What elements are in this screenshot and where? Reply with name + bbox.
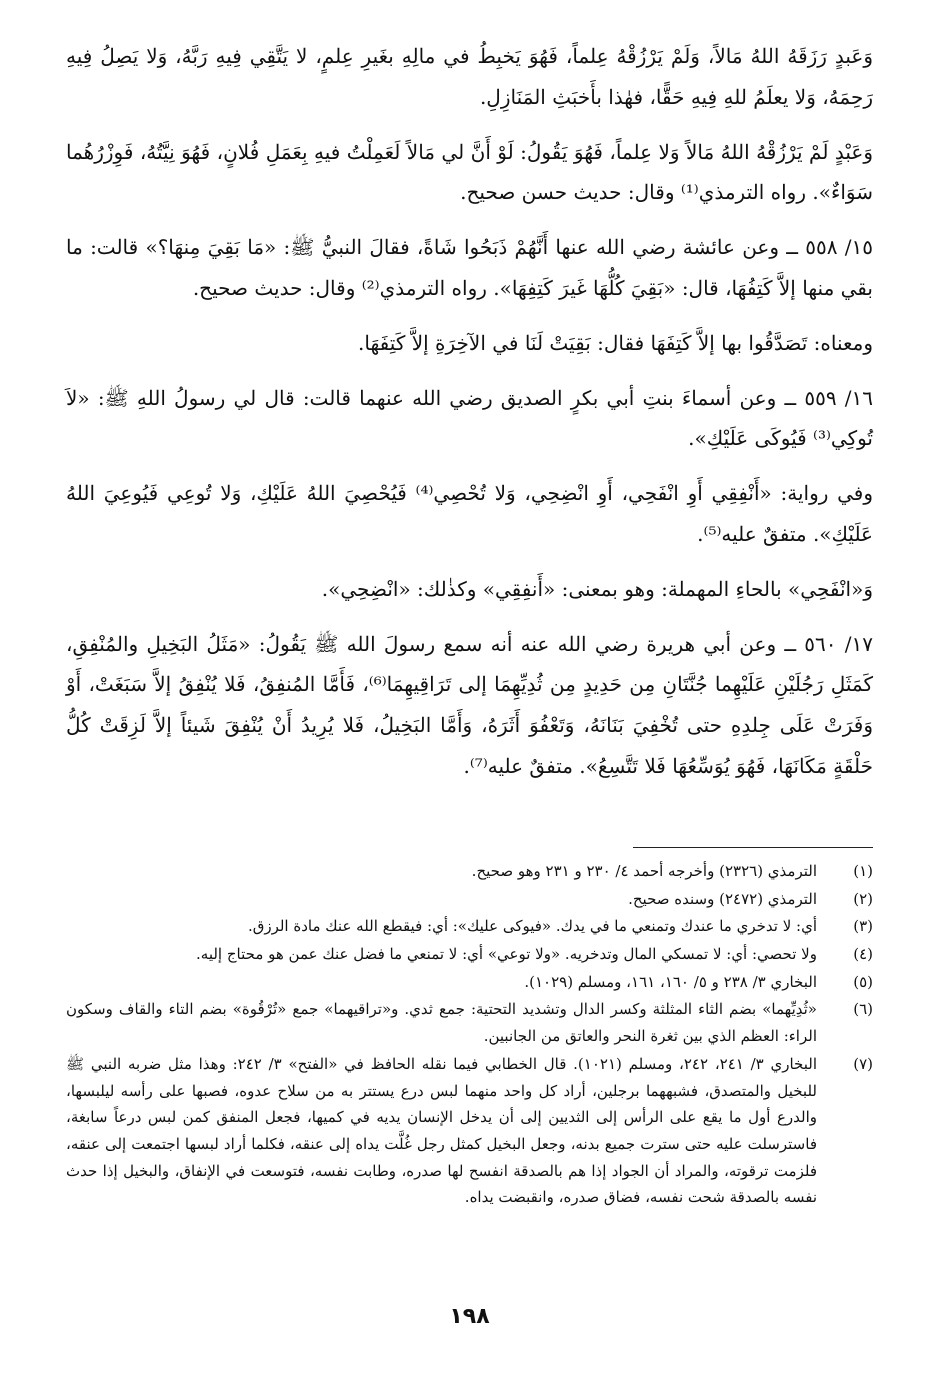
- page-number: ١٩٨: [449, 1304, 490, 1329]
- paragraph-hadith-559-variant: وفي رواية: «أَنْفِقِي أَوِ انْفَحِي، أَوِ انْضِحِي، وَلا تُحْصِي⁽⁴⁾ فَيُحْصِيَ اللهُ عَلَيْكِ، وَلا تُوعِي فَيُوعِيَ اللهُ عَلَيْكِ». متفقٌ عليه⁽⁵⁾.: [66, 481, 873, 546]
- footnote: [66, 996, 873, 1049]
- footnote-number: (٦): [853, 1000, 873, 1019]
- paragraph-hadith-continuation-1: وَعَبدٍ رَزَقَهُ اللهُ مَالاً، وَلَمْ يَرْزُقْهُ عِلماً، فَهُوَ يَخبِطُ في مالِهِ بغَيرِ عِلمٍ، لا يَتَّقِي فِيهِ رَبَّهُ، وَلا يَصِلُ فِيهِ رَحِمَهُ، وَلا يعلَمُ للهِ فِيهِ حَقًّا، فهٰذا بأَخبَثِ المَنَازِلِ.: [66, 44, 873, 109]
- footnote-number: (١): [853, 862, 873, 880]
- footnotes: [66, 858, 873, 1212]
- main-text: [66, 36, 873, 787]
- footnote-text: البخاري ٣/ ٢٣٨ و ٥/ ١٦٠، ١٦١، ومسلم (١٠٢٩).: [524, 972, 817, 991]
- footnote: [66, 858, 873, 885]
- footnote-number: (٤): [853, 945, 873, 964]
- footnote-number: (٧): [853, 1054, 873, 1073]
- footnote: [66, 886, 873, 913]
- paragraph-hadith-560: ١٧/ ٥٦٠ ــ وعن أبي هريرة رضي الله عنه أنه سمع رسولَ الله ﷺ يَقُولُ: «مَثَلُ البَخِيلِ والمُنْفِقِ، كَمَثَلِ رَجُلَيْنِ عَلَيْهِما جُنَّتَانِ مِن حَدِيدٍ مِن ثُدِيِّهِمَا إلى تَرَاقِيهِمَا⁽⁶⁾، فَأَمَّا المُنفِقُ، فَلا يُنْفِقُ إلاَّ سَبَغَتْ، أَوْ وَفَرَتْ عَلَى جِلدِهِ حتى تُخْفِيَ بَنَانَهُ، وَتَعْفُوَ أَثَرَهُ، وَأَمَّا البَخِيلُ، فَلا يُرِيدُ أَنْ يُنْفِقَ شَيئاً إلاَّ لَزِقَتْ كُلُّ حَلْقَةٍ مَكَانَهَا، فَهُوَ يُوَسِّعُهَا فَلا تَتَّسِعُ». متفقٌ عليه⁽⁷⁾.: [66, 631, 874, 778]
- footnote-divider: [633, 847, 873, 848]
- footnote-text: أي: لا تدخري ما عندك وتمنعي ما في يدك. «فيوكى عليك»: أي: فيقطع الله عنك مادة الرزق.: [247, 917, 817, 936]
- paragraph-hadith-558: ١٥/ ٥٥٨ ــ وعن عائشة رضي الله عنها أَنَّهُمْ ذَبَحُوا شَاةً، فقالَ النبيُّ ﷺ: «مَا بَقِيَ مِنهَا؟» قالت: ما بقي منها إلاَّ كَتِفُهَا، قال: «بَقِيَ كُلُّهَا غَيرَ كَتِفِهَا». رواه الترمذي⁽²⁾ وقال: حديث صحيح.: [66, 235, 873, 300]
- footnote-number: (٥): [853, 972, 873, 991]
- footnote-number: (٣): [853, 917, 873, 936]
- footnote-text: ولا تحصي: أي: لا تمسكي المال وتدخريه. «ولا توعي» أي: لا تمنعي ما فضل عنك عمن هو محتاج إليه.: [196, 945, 817, 964]
- paragraph-hadith-continuation-2: وَعَبْدٍ لَمْ يَرْزُقْهُ اللهُ مَالاً وَلا عِلماً، فَهُوَ يَقُولُ: لَوْ أَنَّ لي مَالاً لَعَمِلْتُ فيهِ بِعَمَلِ فُلانٍ، فَهُوَ نِيَّتُهُ، فَوِزْرُهُما سَوَاءٌ». رواه الترمذي⁽¹⁾ وقال: حديث حسن صحيح.: [66, 139, 874, 205]
- footnote-text: «ثُدِيِّهما» بضم الثاء المثلثة وكسر الدال وتشديد التحتية: جمع ثدي. و«تراقيهما» جمع «تُرْقُوة» بضم التاء والقاف وسكون الراء: العظم الذي بين ثغرة النحر والعاتق من الجانبين.: [66, 1000, 817, 1046]
- paragraph-hadith-559: ١٦/ ٥٥٩ ــ وعن أسماءَ بنتِ أبي بكرٍ الصديق رضي الله عنهما قالت: قال لي رسولُ اللهِ ﷺ: «لاَ تُوكِي⁽³⁾ فَيُوكَى عَلَيْكِ».: [66, 385, 873, 451]
- footnote-number: (٢): [853, 889, 873, 908]
- paragraph-hadith-559-explanation: وَ«انْفَحِي» بالحاءِ المهملة: وهو بمعنى: «أَنفِقِي» وكذٰلك: «انْضِحِي».: [321, 576, 873, 601]
- footnote-text: الترمذي (٢٣٢٦) وأخرجه أحمد ٤/ ٢٣٠ و ٢٣١ وهو صحيح.: [471, 862, 817, 880]
- footnote-text: البخاري ٣/ ٢٤١، ٢٤٢، ومسلم (١٠٢١). قال الخطابي فيما نقله الحافظ في «الفتح» ٣/ ٢٤٢: وهذا مثل ضربه النبي ﷺ للبخيل والمتصدق، فشبههما برجلين، أراد كل واحد منهما لبس درع يستتر به من سلاح عدوه، فصبها على رأسه ليلبسها، والدرع أول ما يقع على الرأس إلى الثديين إلى أن يدخل الإنسان يديه في كميها، فجعل المنفق كمن لبس درعاً سابغة، فاسترسلت عليه حتى سترت جميع بدنه، وجعل البخيل كمثل رجل غُلَّت يداه إلى عنقه، فكلما أراد لبسها اجتمعت إلى عنقه، فلزمت ترقوته، والمراد أن الجواد إذا هم بالصدقة انفسح لها صدره، وطابت نفسه، فتوسعت في الإنفاق، والبخيل إذا حدث نفسه بالصدقة شحت نفسه، فضاق صدره، وانقبضت يداه.: [66, 1054, 818, 1207]
- footnote: [66, 941, 873, 968]
- paragraph-hadith-558-meaning: ومعناه: تَصَدَّقُوا بها إلاَّ كَتِفَهَا فقال: بَقِيَتْ لَنَا في الآخِرَةِ إلاَّ كَتِفَهَا.: [358, 330, 873, 355]
- footnote: [66, 969, 873, 996]
- footnote-text: الترمذي (٢٤٧٢) وسنده صحيح.: [628, 889, 817, 908]
- footnote: [66, 1051, 873, 1211]
- footnote: [66, 913, 873, 940]
